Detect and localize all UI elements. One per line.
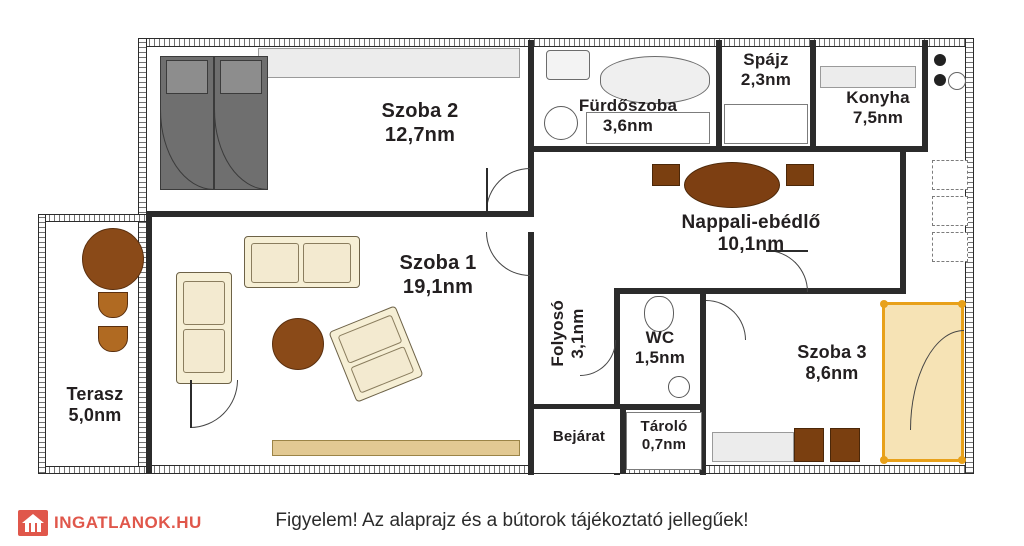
szoba1-door-leaf-left xyxy=(190,380,192,428)
room-area: 3,1nm xyxy=(568,308,588,359)
partition-v-left xyxy=(146,214,152,474)
room-name: Spájz xyxy=(743,50,789,69)
konyha-counter xyxy=(820,66,916,88)
room-name: Nappali-ebédlő xyxy=(681,212,821,233)
room-name: Fürdőszoba xyxy=(578,96,678,115)
wc-sink xyxy=(668,376,690,398)
room-label-bejarat xyxy=(540,428,618,446)
partition-h-konyha-bottom xyxy=(816,146,928,152)
room-area: 1,5nm xyxy=(634,348,686,368)
room-area: 5,0nm xyxy=(68,405,122,426)
room-area: 10,1nm xyxy=(717,234,785,256)
room-name: Szoba 1 xyxy=(399,252,477,274)
szoba2-door-leaf xyxy=(486,168,488,212)
szoba3-bed-corner-br xyxy=(958,456,966,464)
room-name: Terasz xyxy=(66,384,124,404)
partition-h-wc-top xyxy=(614,288,704,294)
brand-logo[interactable] xyxy=(18,510,202,536)
room-area: 19,1nm xyxy=(402,275,474,298)
room-label-nappali-ebedlo xyxy=(636,212,866,257)
szoba3-bed-corner-tr xyxy=(958,300,966,308)
nappali-dining-table xyxy=(684,162,780,208)
right-fixture-1 xyxy=(932,160,968,190)
room-label-wc xyxy=(622,328,698,368)
szoba3-cabinet-1 xyxy=(794,428,824,462)
partition-h-spajz-bottom xyxy=(716,146,816,152)
room-label-folyoso xyxy=(548,300,588,367)
szoba3-cabinet-2 xyxy=(830,428,860,462)
szoba3-bed-corner-bl xyxy=(880,456,888,464)
szoba2-pillow-left xyxy=(166,60,208,94)
room-label-konyha xyxy=(826,88,930,128)
room-label-spajz xyxy=(722,50,810,90)
terasz-chair-1 xyxy=(98,292,128,318)
terrace-wall-top xyxy=(38,214,150,222)
room-area: 2,3nm xyxy=(740,70,792,90)
room-area: 3,6nm xyxy=(602,116,654,136)
konyha-burner-2 xyxy=(934,74,946,86)
nappali-cabinet-left xyxy=(652,164,680,186)
room-label-szoba3 xyxy=(762,342,902,384)
right-fixture-2 xyxy=(932,196,968,226)
konyha-burner-1 xyxy=(934,54,946,66)
room-name: Bejárat xyxy=(552,428,606,445)
konyha-sink-icon xyxy=(948,72,966,90)
partition-h-bath-bottom xyxy=(534,146,716,152)
furdo-sink xyxy=(546,50,590,80)
szoba1-sofa-top xyxy=(244,236,360,288)
spajz-shelf xyxy=(724,104,808,144)
szoba1-coffee-table xyxy=(272,318,324,370)
szoba2-wardrobe xyxy=(258,48,520,78)
room-area: 0,7nm xyxy=(641,435,687,453)
szoba3-wardrobe xyxy=(712,432,794,462)
room-name: Szoba 3 xyxy=(797,342,867,362)
room-label-furdoszoba xyxy=(548,96,708,136)
room-label-terasz xyxy=(48,384,142,426)
room-area: 12,7nm xyxy=(384,123,456,146)
room-area: 7,5nm xyxy=(852,108,904,128)
wall-band-top xyxy=(138,38,974,47)
room-name: WC xyxy=(645,328,675,347)
room-name: Tároló xyxy=(640,418,688,435)
partition-h-wc-bottom xyxy=(614,404,704,410)
room-label-tarolo xyxy=(626,418,702,453)
room-label-szoba2 xyxy=(330,100,510,147)
terasz-table xyxy=(82,228,144,290)
room-label-szoba1 xyxy=(352,252,524,299)
szoba2-pillow-right xyxy=(220,60,262,94)
wc-toilet xyxy=(644,296,674,332)
nappali-cabinet-right xyxy=(786,164,814,186)
terasz-chair-2 xyxy=(98,326,128,352)
partition-v-nappali-right xyxy=(900,146,906,292)
szoba1-window-strip xyxy=(272,440,520,456)
brand-name: INGATLANOK.HU xyxy=(54,513,202,532)
szoba1-armchair-left xyxy=(176,272,232,384)
right-fixture-3 xyxy=(932,232,968,262)
room-name: Folyosó xyxy=(548,300,567,367)
partition-v-spajz-right xyxy=(810,40,816,150)
terrace-wall-left xyxy=(38,214,46,474)
terrace-wall-bottom xyxy=(38,466,150,474)
room-area: 8,6nm xyxy=(805,363,859,384)
partition-h-szoba2 xyxy=(146,211,534,217)
room-name: Konyha xyxy=(846,88,910,107)
room-name: Szoba 2 xyxy=(381,100,459,122)
szoba3-bed-corner-tl xyxy=(880,300,888,308)
house-icon xyxy=(18,510,48,536)
disclaimer-text: Figyelem! Az alaprajz és a bútorok tájékoztató jellegűek! xyxy=(275,510,749,531)
